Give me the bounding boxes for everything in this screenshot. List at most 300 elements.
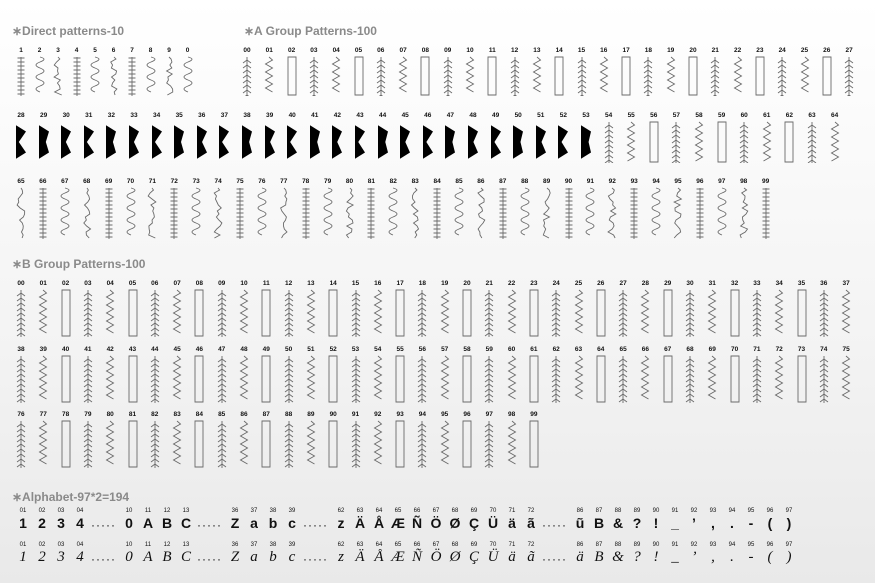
pattern-cell-22 <box>503 280 521 337</box>
stitch-pattern-icon <box>594 355 608 403</box>
alphabet-character: Ñ <box>411 515 423 531</box>
pattern-number: 78 <box>302 178 310 185</box>
alphabet-number: 87 <box>595 542 603 548</box>
pattern-number: 25 <box>800 47 809 54</box>
alphabet-character: 4 <box>76 515 84 531</box>
stitch-pattern-icon <box>452 187 466 239</box>
pattern-cell-9 <box>160 47 178 96</box>
alphabet-character: Æ <box>391 515 405 531</box>
pattern-cell-63 <box>570 346 588 403</box>
pattern-cell-35 <box>170 112 188 163</box>
pattern-cell-80 <box>101 411 119 468</box>
stitch-pattern-icon <box>460 420 474 468</box>
pattern-cell-96 <box>458 411 476 468</box>
stitch-pattern-icon <box>233 187 247 239</box>
pattern-number: 43 <box>128 346 137 353</box>
pattern-number: 23 <box>530 280 538 287</box>
alphabet-cell-89 <box>629 542 645 565</box>
alphabet-cell-94 <box>724 542 740 565</box>
pattern-cell-81 <box>362 178 380 239</box>
pattern-cell-68 <box>681 346 699 403</box>
alphabet-character: B <box>593 515 605 531</box>
pattern-number: 46 <box>195 346 203 353</box>
pattern-cell-55 <box>622 112 640 163</box>
pattern-number: 73 <box>192 178 200 185</box>
pattern-number: 39 <box>265 112 274 119</box>
pattern-number: 11 <box>488 47 496 54</box>
alphabet-cell-36 <box>227 508 243 531</box>
stitch-pattern-icon <box>82 121 96 163</box>
pattern-number: 13 <box>307 280 315 287</box>
pattern-cell-60 <box>503 346 521 403</box>
pattern-number: 81 <box>128 411 137 418</box>
pattern-cell-58 <box>458 346 476 403</box>
stitch-pattern-icon <box>124 187 138 239</box>
alphabet-cell-69 <box>466 542 482 565</box>
pattern-cell-74 <box>209 178 227 239</box>
alphabet-cell-04 <box>72 542 88 565</box>
stitch-pattern-icon <box>772 289 786 337</box>
stitch-pattern-icon <box>14 355 28 403</box>
stitch-pattern-icon <box>162 56 176 96</box>
alphabet-cell-94 <box>724 508 740 531</box>
pattern-cell-15 <box>347 280 365 337</box>
pattern-number: 84 <box>195 411 203 418</box>
pattern-number: 59 <box>717 112 726 119</box>
pattern-cell-61 <box>525 346 543 403</box>
pattern-number: 57 <box>672 112 680 119</box>
pattern-cell-98 <box>735 178 753 239</box>
alphabet-ellipsis: ····· <box>303 552 328 566</box>
pattern-cell-75 <box>231 178 249 239</box>
alphabet-cell-70 <box>485 542 501 565</box>
pattern-cell-52 <box>324 346 342 403</box>
stitch-pattern-icon <box>349 420 363 468</box>
pattern-cell-45 <box>396 112 414 163</box>
pattern-cell-17 <box>391 280 409 337</box>
pattern-cell-94 <box>647 178 665 239</box>
pattern-number: 99 <box>761 178 770 185</box>
pattern-number: 33 <box>130 112 138 119</box>
pattern-number: 10 <box>240 280 248 287</box>
pattern-cell-62 <box>547 346 565 403</box>
pattern-number: 24 <box>552 280 560 287</box>
stitch-pattern-icon <box>167 187 181 239</box>
stitch-pattern-icon <box>285 121 299 163</box>
pattern-number: 21 <box>485 280 493 287</box>
pattern-cell-39 <box>261 112 279 163</box>
alphabet-cell-11 <box>140 508 156 531</box>
alphabet-cell-93 <box>705 542 721 565</box>
pattern-number: 56 <box>418 346 426 353</box>
stitch-pattern-icon <box>393 289 407 337</box>
pattern-cell-21 <box>706 47 724 96</box>
pattern-cell-25 <box>570 280 588 337</box>
alphabet-number: 72 <box>527 542 535 548</box>
stitch-pattern-icon <box>728 355 742 403</box>
pattern-cell-79 <box>319 178 337 239</box>
pattern-cell-31 <box>703 280 721 337</box>
stitch-pattern-icon <box>304 289 318 337</box>
stitch-pattern-icon <box>126 420 140 468</box>
alphabet-cell-72 <box>523 508 539 531</box>
alphabet-character: ã <box>527 515 535 531</box>
pattern-number: 57 <box>441 346 449 353</box>
alphabet-character: _ <box>671 515 679 531</box>
alphabet-number: 62 <box>337 542 345 548</box>
stitch-pattern-icon <box>14 187 28 239</box>
pattern-number: 51 <box>537 112 545 119</box>
alphabet-character: c <box>288 515 296 531</box>
alphabet-character: Ö <box>430 549 442 565</box>
pattern-cell-72 <box>770 346 788 403</box>
alphabet-number: 39 <box>288 542 296 548</box>
alphabet-cell-91 <box>667 542 683 565</box>
alphabet-character: ’ <box>692 515 696 531</box>
stitch-pattern-icon <box>775 56 789 96</box>
pattern-number: 68 <box>83 178 91 185</box>
pattern-cell-89 <box>538 178 556 239</box>
pattern-number: 69 <box>708 346 716 353</box>
pattern-number: 32 <box>730 280 739 287</box>
alphabet-cell-97 <box>781 542 797 565</box>
alphabet-ellipsis: ····· <box>303 518 328 532</box>
pattern-number: 18 <box>644 47 652 54</box>
pattern-cell-26 <box>592 280 610 337</box>
pattern-cell-73 <box>793 346 811 403</box>
pattern-cell-19 <box>662 47 680 96</box>
stitch-pattern-icon <box>211 187 225 239</box>
pattern-number: 47 <box>446 112 454 119</box>
alphabet-number: 72 <box>527 508 535 514</box>
pattern-number: 22 <box>733 47 742 54</box>
alphabet-cell-70 <box>485 508 501 531</box>
stitch-pattern-icon <box>192 420 206 468</box>
alphabet-cell-92 <box>686 542 702 565</box>
pattern-cell-66 <box>636 346 654 403</box>
pattern-number: 3 <box>56 47 60 54</box>
stitch-pattern-icon <box>556 121 570 163</box>
pattern-cell-77 <box>34 411 52 468</box>
pattern-number: 85 <box>218 411 226 418</box>
stitch-pattern-icon <box>215 289 229 337</box>
pattern-cell-30 <box>681 280 699 337</box>
alphabet-cell-38 <box>265 542 281 565</box>
pattern-cell-06 <box>146 280 164 337</box>
alphabet-cell-91 <box>667 508 683 531</box>
pattern-cell-77 <box>275 178 293 239</box>
stitch-pattern-icon <box>103 355 117 403</box>
pattern-number: 70 <box>126 178 135 185</box>
alphabet-cell-64 <box>371 508 387 531</box>
pattern-cell-52 <box>554 112 572 163</box>
pattern-number: 97 <box>718 178 726 185</box>
pattern-cell-4 <box>68 47 86 96</box>
pattern-number: 33 <box>753 280 761 287</box>
pattern-cell-64 <box>826 112 844 163</box>
pattern-cell-48 <box>235 346 253 403</box>
alphabet-cell-92 <box>686 508 702 531</box>
alphabet-character: ũ <box>575 515 585 531</box>
stitch-pattern-icon <box>552 56 566 96</box>
pattern-cell-55 <box>391 346 409 403</box>
stitch-pattern-icon <box>731 56 745 96</box>
pattern-number: 64 <box>830 112 839 119</box>
stitch-pattern-icon <box>14 56 28 96</box>
alphabet-character: & <box>612 549 624 565</box>
alphabet-character: Ñ <box>411 549 422 565</box>
pattern-cell-53 <box>577 112 595 163</box>
pattern-number: 43 <box>356 112 364 119</box>
stitch-pattern-icon <box>828 121 842 163</box>
pattern-number: 49 <box>491 112 500 119</box>
stitch-pattern-icon <box>511 121 525 163</box>
alphabet-character: B <box>161 515 173 531</box>
stitch-pattern-icon <box>398 121 412 163</box>
stitch-pattern-icon <box>81 289 95 337</box>
stitch-pattern-icon <box>37 121 51 163</box>
stitch-pattern-icon <box>326 420 340 468</box>
stitch-pattern-icon <box>70 56 84 96</box>
stitch-pattern-icon <box>839 355 853 403</box>
pattern-number: 12 <box>284 280 293 287</box>
stitch-pattern-icon <box>148 420 162 468</box>
stitch-pattern-icon <box>549 355 563 403</box>
pattern-number: 6 <box>111 47 116 54</box>
pattern-number: 08 <box>195 280 203 287</box>
pattern-number: 76 <box>258 178 266 185</box>
alphabet-number: 64 <box>375 508 383 514</box>
alphabet-character: Ø <box>449 515 461 531</box>
pattern-number: 75 <box>236 178 244 185</box>
alphabet-character: Å <box>373 515 385 531</box>
pattern-cell-1 <box>12 47 30 96</box>
pattern-cell-04 <box>101 280 119 337</box>
alphabet-character: ? <box>633 549 641 565</box>
pattern-number: 82 <box>389 178 397 185</box>
stitch-pattern-icon <box>579 121 593 163</box>
pattern-cell-67 <box>659 346 677 403</box>
alphabet-cell-10 <box>121 508 137 531</box>
pattern-cell-44 <box>146 346 164 403</box>
pattern-number: 96 <box>463 411 471 418</box>
alphabet-cell-64 <box>371 542 387 565</box>
alphabet-ellipsis: ····· <box>91 518 116 532</box>
pattern-cell-29 <box>35 112 53 163</box>
stitch-pattern-icon <box>170 289 184 337</box>
pattern-number: 62 <box>552 346 560 353</box>
alphabet-cell-96 <box>762 542 778 565</box>
pattern-number: 34 <box>775 280 783 287</box>
alphabet-number: 68 <box>451 508 459 514</box>
pattern-cell-36 <box>193 112 211 163</box>
stitch-pattern-icon <box>438 355 452 403</box>
pattern-number: 01 <box>265 47 273 54</box>
pattern-number: 42 <box>106 346 114 353</box>
pattern-cell-71 <box>143 178 161 239</box>
pattern-number: 03 <box>84 280 92 287</box>
alphabet-number: 63 <box>356 508 364 514</box>
alphabet-character: Ä <box>354 515 366 531</box>
pattern-cell-84 <box>428 178 446 239</box>
pattern-cell-64 <box>592 346 610 403</box>
stitch-pattern-icon <box>441 56 455 96</box>
pattern-number: 84 <box>433 178 441 185</box>
pattern-cell-51 <box>532 112 550 163</box>
stitch-pattern-icon <box>817 289 831 337</box>
stitch-pattern-icon <box>51 56 65 96</box>
pattern-cell-32 <box>726 280 744 337</box>
pattern-number: 42 <box>333 112 341 119</box>
pattern-cell-56 <box>413 346 431 403</box>
stitch-pattern-icon <box>842 56 856 96</box>
alphabet-number: 37 <box>250 508 258 514</box>
alphabet-character: 1 <box>19 549 27 565</box>
stitch-pattern-icon <box>485 56 499 96</box>
pattern-number: 59 <box>485 346 493 353</box>
pattern-number: 38 <box>243 112 251 119</box>
pattern-cell-15 <box>573 47 591 96</box>
pattern-number: 37 <box>842 280 850 287</box>
pattern-cell-49 <box>257 346 275 403</box>
alphabet-number: 89 <box>633 542 641 548</box>
pattern-number: 26 <box>597 280 605 287</box>
pattern-cell-47 <box>441 112 459 163</box>
pattern-number: 58 <box>695 112 703 119</box>
pattern-number: 27 <box>619 280 627 287</box>
pattern-cell-87 <box>494 178 512 239</box>
pattern-cell-40 <box>283 112 301 163</box>
pattern-cell-21 <box>480 280 498 337</box>
alphabet-cell-72 <box>523 542 539 565</box>
pattern-cell-01 <box>34 280 52 337</box>
pattern-cell-24 <box>773 47 791 96</box>
pattern-cell-23 <box>751 47 769 96</box>
alphabet-number: 87 <box>595 508 603 514</box>
alphabet-ellipsis: ····· <box>542 518 567 532</box>
pattern-number: 94 <box>652 178 660 185</box>
alphabet-number: 12 <box>163 542 171 548</box>
stitch-pattern-icon <box>798 56 812 96</box>
alphabet-number: 66 <box>413 542 421 548</box>
pattern-cell-01 <box>260 47 278 96</box>
pattern-number: 95 <box>674 178 682 185</box>
pattern-number: 73 <box>797 346 806 353</box>
alphabet-character: 2 <box>38 549 46 565</box>
stitch-pattern-icon <box>103 420 117 468</box>
pattern-number: 45 <box>173 346 181 353</box>
stitch-pattern-icon <box>352 56 366 96</box>
alphabet-cell-71 <box>504 508 520 531</box>
pattern-cell-56 <box>645 112 663 163</box>
pattern-number: 20 <box>463 280 471 287</box>
alphabet-number: 95 <box>747 508 755 514</box>
stitch-pattern-icon <box>285 56 299 96</box>
stitch-pattern-icon <box>237 420 251 468</box>
stitch-pattern-icon <box>195 121 209 163</box>
pattern-cell-30 <box>57 112 75 163</box>
alphabet-number: 95 <box>747 542 755 548</box>
pattern-number: 17 <box>396 280 404 287</box>
stitch-pattern-icon <box>14 121 28 163</box>
a-group-title: ∗A Group Patterns-100 <box>244 24 377 38</box>
pattern-number: 38 <box>17 346 25 353</box>
pattern-number: 89 <box>307 411 315 418</box>
alphabet-cell-95 <box>743 542 759 565</box>
alphabet-number: 39 <box>288 508 296 514</box>
stitch-pattern-icon <box>750 355 764 403</box>
alphabet-number: 71 <box>508 542 516 548</box>
stitch-pattern-icon <box>602 121 616 163</box>
pattern-cell-97 <box>480 411 498 468</box>
pattern-number: 12 <box>510 47 519 54</box>
pattern-cell-95 <box>436 411 454 468</box>
pattern-cell-42 <box>328 112 346 163</box>
pattern-cell-03 <box>305 47 323 96</box>
alphabet-character: Ü <box>487 549 499 565</box>
pattern-cell-90 <box>560 178 578 239</box>
alphabet-number: 86 <box>576 542 584 548</box>
stitch-pattern-icon <box>326 355 340 403</box>
pattern-cell-70 <box>726 346 744 403</box>
pattern-cell-6 <box>105 47 123 96</box>
pattern-cell-25 <box>796 47 814 96</box>
alphabet-character: A <box>143 549 153 565</box>
pattern-number: 02 <box>287 47 296 54</box>
alphabet-number: 02 <box>38 542 46 548</box>
pattern-number: 92 <box>374 411 382 418</box>
alphabet-cell-86 <box>572 508 588 531</box>
stitch-pattern-icon <box>102 187 116 239</box>
pattern-cell-28 <box>636 280 654 337</box>
stitch-pattern-icon <box>817 355 831 403</box>
pattern-number: 83 <box>173 411 181 418</box>
pattern-number: 10 <box>466 47 474 54</box>
stitch-pattern-icon <box>376 121 390 163</box>
pattern-number: 54 <box>604 112 613 119</box>
pattern-number: 50 <box>514 112 522 119</box>
pattern-number: 39 <box>39 346 47 353</box>
pattern-number: 50 <box>284 346 293 353</box>
alphabet-cell-95 <box>743 508 759 531</box>
stitch-pattern-icon <box>262 56 276 96</box>
pattern-cell-20 <box>684 47 702 96</box>
pattern-cell-62 <box>780 112 798 163</box>
pattern-cell-57 <box>667 112 685 163</box>
alphabet-cell-62 <box>333 508 349 531</box>
pattern-number: 8 <box>148 47 153 54</box>
stitch-pattern-icon <box>240 56 254 96</box>
pattern-cell-82 <box>384 178 402 239</box>
pattern-cell-65 <box>12 178 30 239</box>
alphabet-cell-36 <box>227 542 243 565</box>
stitch-pattern-icon <box>795 355 809 403</box>
stitch-pattern-icon <box>750 289 764 337</box>
stitch-pattern-icon <box>638 355 652 403</box>
stitch-pattern-icon <box>36 355 50 403</box>
alphabet-number: 86 <box>576 508 584 514</box>
pattern-number: 63 <box>808 112 816 119</box>
alphabet-cell-37 <box>246 508 262 531</box>
pattern-number: 48 <box>240 346 248 353</box>
stitch-pattern-icon <box>321 187 335 239</box>
pattern-cell-5 <box>86 47 104 96</box>
pattern-cell-59 <box>480 346 498 403</box>
pattern-cell-3 <box>49 47 67 96</box>
pattern-number: 86 <box>477 178 485 185</box>
stitch-pattern-icon <box>263 121 277 163</box>
stitch-pattern-icon <box>562 187 576 239</box>
